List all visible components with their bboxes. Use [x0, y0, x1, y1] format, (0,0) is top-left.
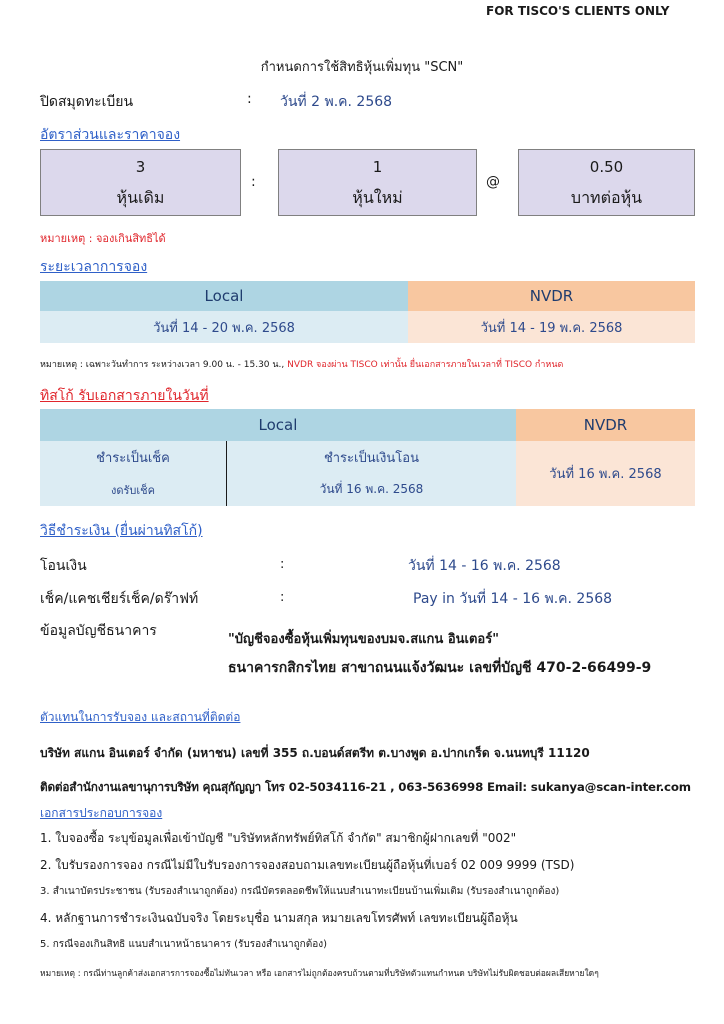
transfer-method-label: โอนเงิน	[40, 558, 87, 574]
agent-heading: ตัวแทนในการรับจอง และสถานที่ติดต่อ	[40, 710, 241, 724]
new-share-number: 1	[372, 158, 383, 176]
transfer-method-date: วันที่ 14 - 16 พ.ค. 2568	[408, 558, 561, 574]
book-close-colon: :	[247, 91, 252, 107]
bank-info-label: ข้อมูลบัญชีธนาคาร	[40, 623, 157, 639]
cheque-value: งดรับเช็ค	[40, 473, 227, 506]
documents-footnote: หมายเหตุ : กรณีท่านลูกค้าส่งเอกสารการจองซื้อไม่ทันเวลา หรือ เอกสารไม่ถูกต้องครบถ้วนตามที่บริษัทตัวแทนกำหนด บริษัทไม่รับผิดชอบต่อผลเสียหายใดๆ	[40, 969, 599, 979]
old-share-unit: หุ้นเดิม	[116, 188, 165, 207]
book-close-label: ปิดสมุดทะเบียน	[40, 94, 134, 110]
period-nvdr-date: วันที่ 14 - 19 พ.ค. 2568	[408, 311, 695, 343]
period-note-hours: หมายเหตุ : เฉพาะวันทำการ ระหว่างเวลา 9.00 น. - 15.30 น.,	[40, 360, 285, 370]
cheque-label: ชำระเป็นเช็ค	[40, 441, 227, 473]
period-heading: ระยะเวลาการจอง	[40, 259, 148, 275]
price-at-symbol: @	[486, 174, 500, 190]
documents-heading: เอกสารประกอบการจอง	[40, 806, 163, 820]
book-close-date: วันที่ 2 พ.ค. 2568	[280, 94, 393, 110]
doc-deadline-heading: ทิสโก้ รับเอกสารภายในวันที่	[40, 388, 209, 404]
cheque-method-colon: :	[280, 590, 285, 605]
price-unit: บาทต่อหุ้น	[570, 188, 643, 207]
period-local-date: วันที่ 14 - 20 พ.ค. 2568	[40, 311, 408, 343]
document-item: 1. ใบจองซื้อ ระบุข้อมูลเพื่อเข้าบัญชี "บริษัทหลักทรัพย์ทิสโก้ จำกัด" สมาชิกผู้ฝากเลขที่ "002"	[40, 831, 517, 845]
clients-only-header: FOR TISCO'S CLIENTS ONLY	[486, 4, 670, 18]
price-box	[518, 149, 695, 216]
agent-contact: ติดต่อสำนักงานเลขานุการบริษัท คุณสุกัญญา โทร 02-5034116-21 , 063-5636998 Email: sukanya@scan-inter.com	[40, 780, 691, 794]
transfer-value: วันที่ 16 พ.ค. 2568	[227, 473, 516, 506]
doc-nvdr-header: NVDR	[516, 409, 695, 441]
old-share-number: 3	[135, 158, 146, 176]
doc-nvdr-date: วันที่ 16 พ.ค. 2568	[516, 441, 695, 506]
period-nvdr-header: NVDR	[408, 281, 695, 311]
new-share-unit: หุ้นใหม่	[352, 188, 403, 207]
new-share-box	[278, 149, 477, 216]
page-title: กำหนดการใช้สิทธิหุ้นเพิ่มทุน "SCN"	[260, 60, 464, 75]
transfer-label: ชำระเป็นเงินโอน	[227, 441, 516, 473]
cheque-method-date: Pay in วันที่ 14 - 16 พ.ค. 2568	[413, 591, 613, 607]
payment-heading: วิธีชำระเงิน (ยื่นผ่านทิสโก้)	[40, 523, 203, 539]
ratio-heading: อัตราส่วนและราคาจอง	[40, 127, 181, 143]
doc-local-header: Local	[40, 409, 516, 441]
price-number: 0.50	[589, 158, 624, 176]
document-item: 3. สำเนาบัตรประชาชน (รับรองสำเนาถูกต้อง) กรณีบัตรตลอดชีพให้แนบสำเนาทะเบียนบ้านเพิ่มเติม (รับรองสำเนาถูกต้อง)	[40, 886, 560, 897]
ratio-colon: :	[251, 174, 256, 190]
document-item: 5. กรณีจองเกินสิทธิ แนบสำเนาหน้าธนาคาร (รับรองสำเนาถูกต้อง)	[40, 939, 327, 950]
old-share-box	[40, 149, 241, 216]
bank-account-name: "บัญชีจองซื้อหุ้นเพิ่มทุนของบมจ.สแกน อินเตอร์"	[228, 632, 499, 647]
doc-deadline-table	[40, 409, 695, 506]
transfer-method-colon: :	[280, 557, 285, 572]
period-table	[40, 281, 695, 343]
cheque-method-label: เช็ค/แคชเชียร์เช็ค/ดร๊าฟท์	[40, 591, 199, 607]
period-note-nvdr: NVDR จองผ่าน TISCO เท่านั้น ยื่นเอกสารภายในเวลาที่ TISCO กำหนด	[284, 360, 564, 370]
period-note	[40, 357, 563, 371]
document-item: 2. ใบรับรองการจอง กรณีไม่มีใบรับรองการจองสอบถามเลขทะเบียนผู้ถือหุ้นที่เบอร์ 02 009 9999 (TSD)	[40, 858, 575, 872]
oversubscription-note: หมายเหตุ : จองเกินสิทธิได้	[40, 232, 166, 245]
period-local-header: Local	[40, 281, 408, 311]
document-item: 4. หลักฐานการชำระเงินฉบับจริง โดยระบุชื่อ นามสกุล หมายเลขโทรศัพท์ เลขทะเบียนผู้ถือหุ้น	[40, 911, 518, 925]
agent-address: บริษัท สแกน อินเตอร์ จำกัด (มหาชน) เลขที่ 355 ถ.บอนด์สตรีท ต.บางพูด อ.ปากเกร็ด จ.นนทบุรี 11120	[40, 746, 590, 760]
bank-account-detail: ธนาคารกสิกรไทย สาขาถนนแจ้งวัฒนะ เลขที่บัญชี 470-2-66499-9	[228, 660, 652, 676]
